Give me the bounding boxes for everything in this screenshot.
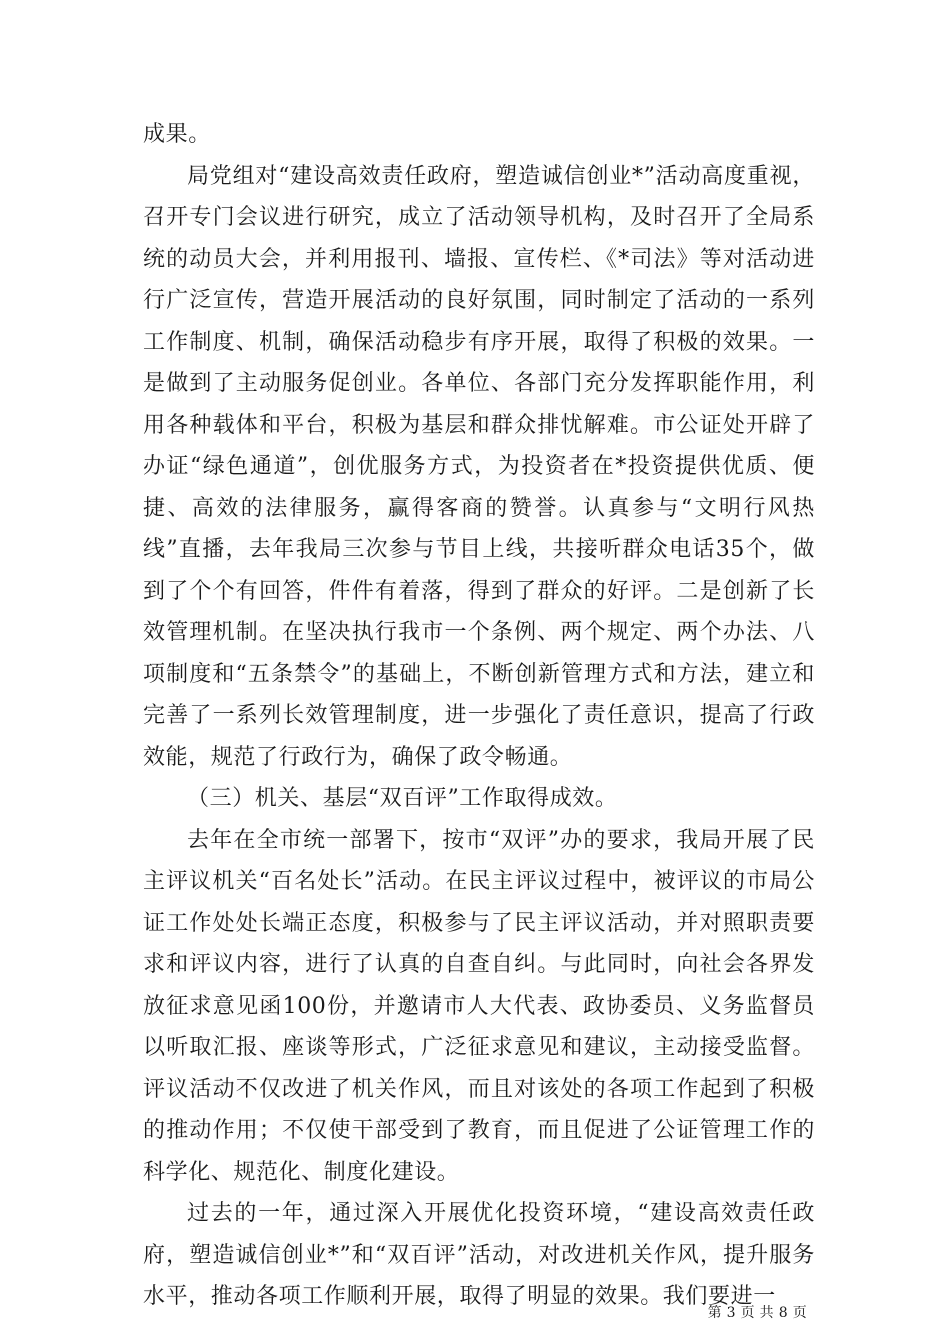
page-number: 第 3 页 共 8 页 [707, 1305, 807, 1321]
paragraph-continuation: 成果。 [143, 122, 211, 147]
paragraph-past-year: 过去的一年，通过深入开展优化投资环境，“建设高效责任政府，塑造诚信创业*”和“双百评”活动，对改进机关作风，提升服务水平，推动各项工作顺利开展，取得了明显的效果。我们要进一 [143, 1201, 815, 1309]
section-heading-shuangbaiping: （三）机关、基层“双百评”工作取得成效。 [187, 786, 618, 811]
paragraph-democratic-review: 去年在全市统一部署下，按市“双评”办的要求，我局开展了民主评议机关“百名处长”活动。在民主评议过程中，被评议的市局公证工作处处长端正态度，积极参与了民主评议活动，并对照职责要求和评议内容，进行了认真的自查自纠。与此同时，向社会各界发放征求意见函100份，并邀请市人大代表、政协委员、义务监督员以听取汇报、座谈等形式，广泛征求意见和建议，主动接受监督。评议活动不仅改进了机关作风，而且对该处的各项工作起到了积极的推动作用；不仅使干部受到了教育，而且促进了公证管理工作的科学化、规范化、制度化建设。 [143, 827, 815, 1185]
document-body [143, 114, 815, 1318]
paragraph-party-group: 局党组对“建设高效责任政府，塑造诚信创业*”活动高度重视，召开专门会议进行研究，成立了活动领导机构，及时召开了全局系统的动员大会，并利用报刊、墙报、宣传栏、《*司法》等对活动进行广泛宣传，营造开展活动的良好氛围，同时制定了活动的一系列工作制度、机制，确保活动稳步有序开展，取得了积极的效果。一是做到了主动服务促创业。各单位、各部门充分发挥职能作用，利用各种载体和平台，积极为基层和群众排忧解难。市公证处开辟了办证“绿色通道”，创优服务方式，为投资者在*投资提供优质、便捷、高效的法律服务，赢得客商的赞誉。认真参与“文明行风热线”直播，去年我局三次参与节目上线，共接听群众电话35个，做到了个个有回答，件件有着落，得到了群众的好评。二是创新了长效管理机制。在坚决执行我市一个条例、两个规定、两个办法、八项制度和“五条禁令”的基础上，不断创新管理方式和方法，建立和完善了一系列长效管理制度，进一步强化了责任意识，提高了行政效能，规范了行政行为，确保了政令畅通。 [143, 163, 815, 770]
